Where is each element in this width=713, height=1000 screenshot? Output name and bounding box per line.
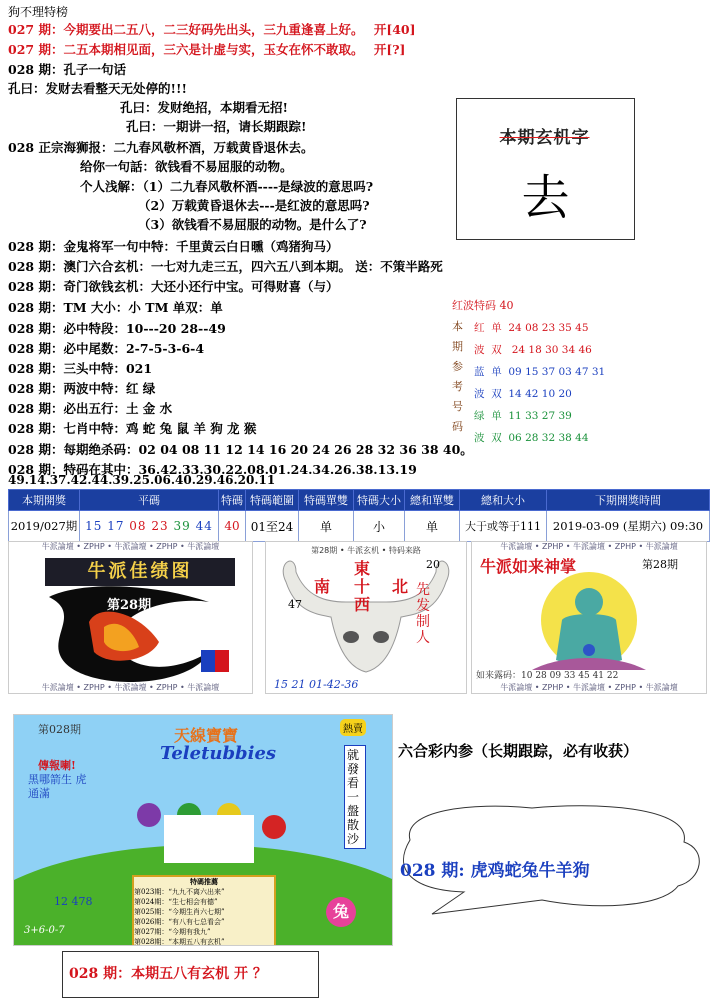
flat-num: 08 xyxy=(129,519,147,533)
ref-side-char: 参 xyxy=(452,360,463,373)
big-right-tag: 就發看一盤散沙 xyxy=(344,745,366,849)
ref-type: 红 xyxy=(474,322,485,334)
flat-num: 44 xyxy=(195,519,213,533)
line-text: 027 期：二五本期相见面，三六是计虚与实，玉女在怀不敢取。 xyxy=(8,42,364,57)
right-heading: 六合彩内参（长期跟踪，必有收获） xyxy=(398,742,639,760)
teletubbies-graphic xyxy=(13,714,393,946)
ref-nums: 11 33 27 39 xyxy=(508,410,572,422)
th-sd: 特碼單雙 xyxy=(299,490,354,511)
cell-total-sd: 单 xyxy=(405,511,460,542)
big-sub: Teletubbies xyxy=(160,743,277,764)
panel-title: 牛派佳绩图 xyxy=(45,558,235,586)
line-macau: 028 期：澳门六合玄机：一七对九走三五，四六五八到本期。 送：不策半路死 xyxy=(8,259,443,274)
panel-num-left: 47 xyxy=(288,598,302,611)
big-left-tag: 傳報喇! xyxy=(38,759,76,772)
big-bottom-left: 12 478 xyxy=(54,895,93,908)
ref-kind: 双 xyxy=(491,344,502,356)
th-flat: 平碼 xyxy=(80,490,219,511)
riddle-stamp: 本期玄机字 xyxy=(499,128,590,148)
panel-num-top: 20 xyxy=(426,558,440,571)
panel-footer-top: 牛派論壇 • ZPHP • 牛派論壇 • ZPHP • 牛派論壇 xyxy=(500,542,678,551)
special-row: 第024期：“生七相会有德” xyxy=(134,898,218,906)
table-row xyxy=(9,511,710,542)
cell-flat xyxy=(80,511,219,542)
line-sealion: 028 正宗海狮报：二九春风敬杯酒，万载黄昏退休去。 xyxy=(8,140,314,155)
ref-side-char: 码 xyxy=(452,420,463,433)
bubble-text: 028 期: 虎鸡蛇兔牛羊狗 xyxy=(400,861,590,881)
flame-swirl xyxy=(9,542,252,693)
th-period: 本期開獎 xyxy=(9,490,80,511)
line-interp-3: （3）欲钱看不易屈服的动物。是什么了? xyxy=(138,217,367,232)
special-row: 第023期：“九九不离六出来” xyxy=(134,888,225,896)
flat-num: 15 xyxy=(85,519,103,533)
flat-num: 39 xyxy=(173,519,191,533)
ref-kind: 单 xyxy=(491,410,502,422)
ref-kind: 单 xyxy=(491,366,502,378)
ref-nums: 14 42 10 20 xyxy=(508,388,572,400)
ref-nums: 06 28 32 38 44 xyxy=(508,432,589,444)
line-027-b xyxy=(8,41,405,58)
line-ghost: 028 期：金鬼将军一句中特：千里黄云白日曛（鸡猪狗马） xyxy=(8,239,339,254)
ref-nums: 24 18 30 34 46 xyxy=(511,344,592,356)
line-tails: 028 期：必中尾数：2-7-5-3-6-4 xyxy=(8,341,205,356)
special-row: 第025期：“今期生肖六七期” xyxy=(134,908,225,916)
panel-issue: 第28期 xyxy=(642,558,678,571)
ref-type: 波 xyxy=(474,388,485,400)
panel-east: 東 xyxy=(354,559,371,578)
ref-side-char: 期 xyxy=(452,340,463,353)
panel-results-image xyxy=(8,541,253,694)
riddle-box xyxy=(456,98,635,240)
cell-total-size: 大于或等于111 xyxy=(460,511,547,542)
panel-footer-top: 牛派論壇 • ZPHP • 牛派論壇 • ZPHP • 牛派論壇 xyxy=(41,542,220,551)
cell-size: 小 xyxy=(354,511,405,542)
line-kong-3: 孔曰：一期讲一招，请长期跟踪! xyxy=(126,119,307,134)
panel-title: 牛派如来神掌 xyxy=(480,557,577,576)
ref-row xyxy=(474,430,589,445)
line-text: 027 期：今期要出二五八，二三好码先出头，三九重逢喜上好。 xyxy=(8,22,364,37)
ref-side-char: 考 xyxy=(452,380,463,393)
ref-type: 蓝 xyxy=(474,366,485,378)
special-row: 第028期：“本期五八有玄机” xyxy=(134,938,225,946)
panel-phrase: 先发制人 xyxy=(416,582,430,646)
ref-type: 绿 xyxy=(474,410,485,422)
cell-sd: 单 xyxy=(299,511,354,542)
cell-next: 2019-03-09 (星期六) 09:30 xyxy=(547,511,710,542)
line-waves: 028 期：两波中特：红 绿 xyxy=(8,381,156,396)
th-range: 特碼範圍 xyxy=(246,490,299,511)
panel-top-text: 第28期 • 牛派玄机 • 特码来路 xyxy=(311,546,421,555)
ref-nums: 24 08 23 35 45 xyxy=(508,322,589,334)
ref-row xyxy=(474,342,592,357)
line-027-a xyxy=(8,21,416,38)
special-row: 第027期：“今期有我九” xyxy=(134,928,211,936)
big-hot: 熱賣 xyxy=(340,719,366,736)
line-interp-2: （2）万载黄昏退休去---是红波的意思吗? xyxy=(138,198,370,213)
panel-footer: 牛派論壇 • ZPHP • 牛派論壇 • ZPHP • 牛派論壇 xyxy=(41,683,220,692)
special-title: 特碼推薦 xyxy=(190,877,218,886)
ref-side-char: 号 xyxy=(452,400,463,413)
line-tm-size: 028 期：TM 大小：小 TM 单双：单 xyxy=(8,300,223,315)
big-issue: 第028期 xyxy=(38,723,81,736)
line-qimen: 028 期：奇门欲钱玄机：大还小还行中宝。可得财喜（与） xyxy=(8,279,339,294)
table-header-row xyxy=(9,490,710,511)
riddle-char: 去 xyxy=(521,170,570,226)
bottom-text: 028 期：本期五八有玄机 开 ？ xyxy=(69,966,267,982)
line-hint: 给你一句話：欲钱看不易屈服的动物。 xyxy=(80,159,293,174)
ref-row xyxy=(474,364,605,379)
ref-kind: 双 xyxy=(491,432,502,444)
cell-range: 01至24 xyxy=(246,511,299,542)
panel-footer: 牛派論壇 • ZPHP • 牛派論壇 • ZPHP • 牛派論壇 xyxy=(500,683,678,692)
big-bottom-left2: 3+6-0-7 xyxy=(24,925,65,936)
cell-period: 2019/027期 xyxy=(9,511,80,542)
ref-nums: 09 15 37 03 47 31 xyxy=(508,366,606,378)
th-total-sd: 總和單雙 xyxy=(405,490,460,511)
flat-num: 17 xyxy=(107,519,125,533)
th-next: 下期開獎時間 xyxy=(547,490,710,511)
flat-num: 23 xyxy=(151,519,169,533)
ref-kind: 双 xyxy=(491,388,502,400)
ref-title: 红波特码 40 xyxy=(452,299,514,312)
big-title: 天線寶寶 xyxy=(174,726,239,745)
panel-north: 北 xyxy=(392,577,409,596)
panel-bottom: 15 21 01-42-36 xyxy=(274,678,359,691)
big-left-verse: 黑哪箭生 虎通滿 xyxy=(28,773,87,800)
bottom-box xyxy=(62,951,319,998)
ref-row xyxy=(474,386,572,401)
rabbit-badge: 兔 xyxy=(326,897,356,927)
line-tail: 开[?] xyxy=(373,42,406,57)
th-size: 特碼大小 xyxy=(354,490,405,511)
line-special-in: 028 期：特码在其中：36.42.33.30.22.08.01.24.34.26.38.13.19 xyxy=(8,462,417,477)
line-kill: 028 期：每期绝杀码：02 04 08 11 12 14 16 20 24 26 28 32 36 38 40。 xyxy=(8,442,473,457)
page-header: 狗不理特榜 xyxy=(8,5,69,19)
results-table xyxy=(8,489,710,542)
ref-type: 波 xyxy=(474,344,485,356)
ref-type: 波 xyxy=(474,432,485,444)
th-special: 特碼 xyxy=(219,490,246,511)
cell-special: 40 xyxy=(219,511,246,542)
line-kong-2: 孔曰：发财绝招，本期看无招! xyxy=(120,100,288,115)
line-special-cont: 49.14.37.42.44.39.25.06.40.29.46.20.11 xyxy=(8,473,276,487)
line-confucius: 028 期：孔子一句话 xyxy=(8,62,126,77)
ref-row xyxy=(474,408,572,423)
line-range: 028 期：必中特段：10---20 28--49 xyxy=(8,321,226,336)
ref-kind: 单 xyxy=(491,322,502,334)
special-box xyxy=(132,875,276,946)
panel-ten: 十 xyxy=(354,577,371,596)
line-interp-1: 个人浅解：（1）二九春风敬杯酒----是绿波的意思吗? xyxy=(80,179,374,194)
panel-bottom: 如来露码：10 28 09 33 45 41 22 xyxy=(476,671,619,681)
line-heads: 028 期：三头中特：021 xyxy=(8,361,153,376)
panel-buddha-image xyxy=(471,541,707,694)
th-total-size: 總和大小 xyxy=(460,490,547,511)
line-elements: 028 期：必出五行：土 金 水 xyxy=(8,401,173,416)
panel-south: 南 xyxy=(314,577,331,596)
panel-issue: 第28期 xyxy=(107,598,152,613)
line-zodiac: 028 期：七肖中特：鸡 蛇 兔 鼠 羊 狗 龙 猴 xyxy=(8,421,257,436)
ref-row xyxy=(474,320,589,335)
line-tail: 开[40] xyxy=(373,22,416,37)
ref-side-char: 本 xyxy=(452,320,463,333)
line-kong-1: 孔曰：发财去看整天无处停的!!! xyxy=(8,81,187,96)
special-row: 第026期：“有八有七总看会” xyxy=(134,918,225,926)
panel-west: 西 xyxy=(354,595,371,614)
panel-compass-image xyxy=(265,541,467,694)
